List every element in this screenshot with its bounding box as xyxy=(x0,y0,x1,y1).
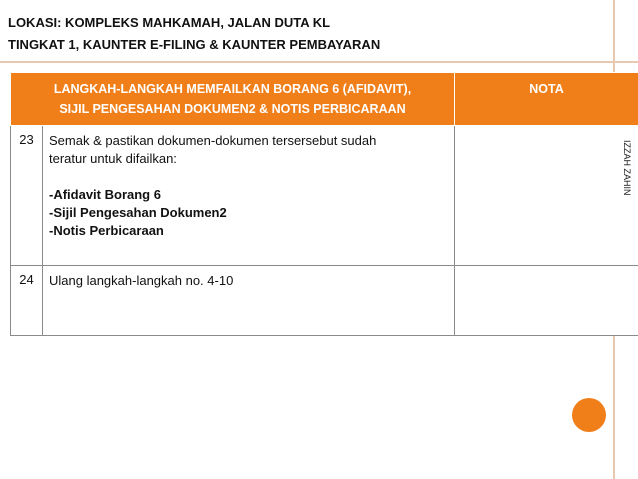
note-cell xyxy=(455,266,638,336)
floor-title: TINGKAT 1, KAUNTER E-FILING & KAUNTER PEMBAYARAN xyxy=(8,37,381,52)
step-number: 24 xyxy=(11,266,43,336)
location-title: LOKASI: KOMPLEKS MAHKAMAH, JALAN DUTA KL xyxy=(8,15,331,30)
spacer xyxy=(49,168,448,186)
note-cell xyxy=(455,126,638,266)
steps-table xyxy=(10,72,638,336)
step-text-line: teratur untuk difailkan: xyxy=(49,151,177,166)
decorative-horizontal-rule xyxy=(0,61,638,63)
document-item-text: -Sijil Pengesahan Dokumen2 xyxy=(49,205,227,220)
document-item: -Notis Perbicaraan xyxy=(49,223,164,238)
steps-column-header xyxy=(11,73,455,126)
steps-header-line1: LANGKAH-LANGKAH MEMFAILKAN BORANG 6 (AFIDAVIT), xyxy=(53,82,412,96)
step-number: 23 xyxy=(11,126,43,266)
table-header-row xyxy=(11,73,638,126)
document-item: -Afidavit Borang 6 xyxy=(49,187,161,202)
step-text-line: Semak & pastikan dokumen-dokumen tersersebut sudah xyxy=(49,133,377,148)
table-row xyxy=(11,266,638,336)
orange-circle-icon xyxy=(572,398,606,432)
note-column-header: NOTA xyxy=(455,73,638,126)
steps-header-line2: SIJIL PENGESAHAN DOKUMEN2 & NOTIS PERBICARAAN xyxy=(59,102,406,116)
table-row xyxy=(11,126,638,266)
document-item xyxy=(49,204,448,222)
step-description xyxy=(43,126,455,266)
step-description: Ulang langkah-langkah no. 4-10 xyxy=(43,266,455,336)
signature-note: IZZAH ZAHIN xyxy=(622,140,633,196)
